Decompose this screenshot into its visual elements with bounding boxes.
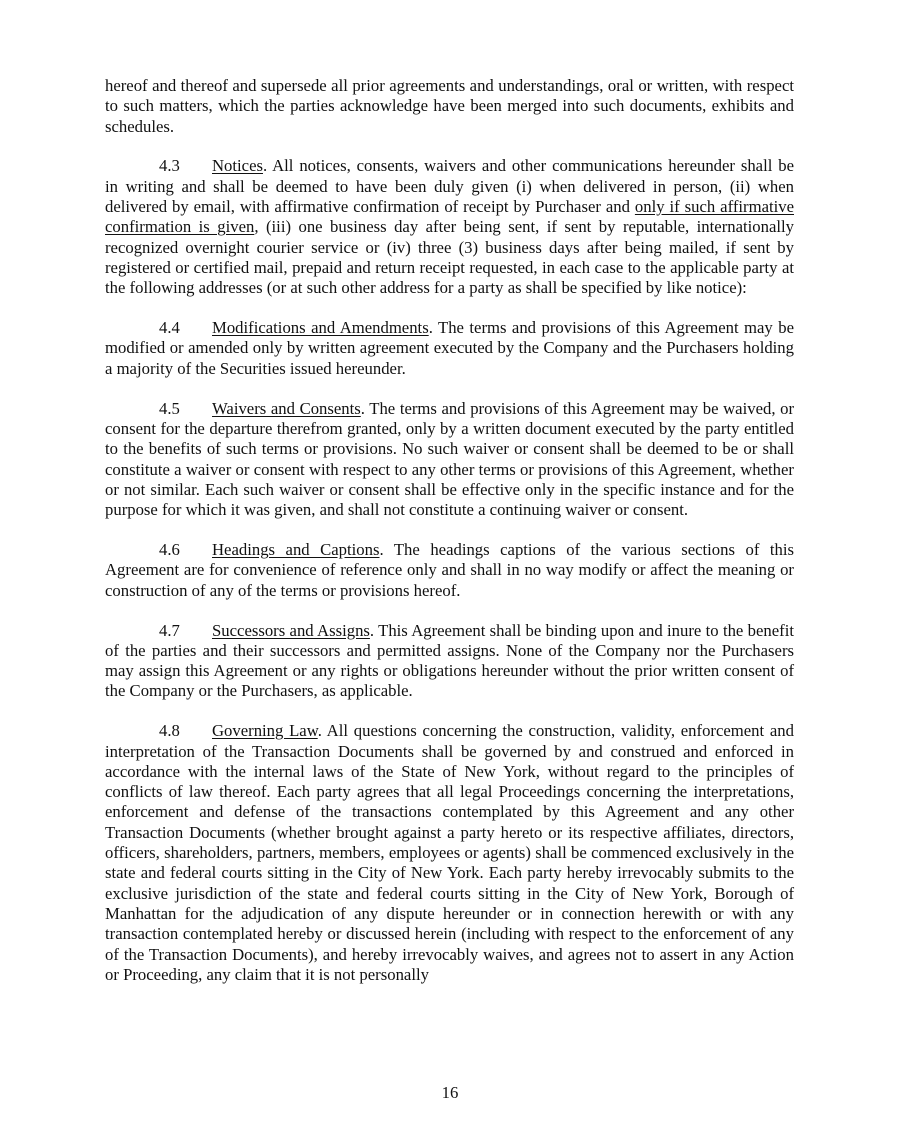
section-heading: Waivers and Consents: [212, 398, 361, 418]
section-text: . All questions concerning the construction, validity, enforcement and interpretation of the Transaction Documents shall be governed by and construed and enforced in accordance with the internal laws of the State of New York, without regard to the principles of conflicts of law thereof. Each party agrees that all legal Proceedings concerning the interpretations, enforcement and defense of the transactions contemplated by this Agreement and any other Transaction Documents (whether brought against a party hereto or its respective affiliates, directors, officers, shareholders, partners, members, employees or agents) shall be commenced exclusively in the state and federal courts sitting in the City of New York. Each party hereby irrevocably submits to the exclusive jurisdiction of the state and federal courts sitting in the City of New York, Borough of Manhattan for the adjudication of any dispute hereunder or in connection herewith or with any transaction contemplated hereby or discussed herein (including with respect to the enforcement of any of the Transaction Documents), and hereby irrevocably waives, and agrees not to assert in any Action or Proceeding, any claim that it is not personally: [105, 721, 794, 984]
document-page: [105, 76, 794, 1005]
carryover-text: hereof and thereof and supersede all prior agreements and understandings, oral or written, with respect to such matters, which the parties acknowledge have been merged into such documents, exhibits and schedules.: [105, 76, 794, 136]
section-heading: Modifications and Amendments: [212, 318, 429, 338]
section-text: . The terms and provisions of this Agreement may be waived, or consent for the departure therefrom granted, only by a written document executed by the party entitled to the benefits of such terms or provisions. No such waiver or consent shall be deemed to be or shall constitute a waiver or consent with respect to any other terms or provisions of this Agreement, whether or not similar. Each such waiver or consent shall be effective only in the specific instance and for the purpose for which it was given, and shall not constitute a continuing waiver or consent.: [105, 398, 795, 520]
underlined-emphasis: only if such affirmative confirmation is given: [105, 197, 794, 237]
section-4-5-waivers: [105, 399, 794, 521]
section-number: 4.6: [159, 540, 180, 560]
section-text: . The terms and provisions of this Agreement may be modified or amended only by written agreement executed by the Company and the Purchasers holding a majority of the Securities issued hereunder.: [105, 318, 794, 378]
section-number: 4.4: [159, 318, 180, 338]
section-4-6-headings: [105, 540, 794, 601]
section-heading: Governing Law: [212, 721, 318, 741]
section-4-8-governing-law: [105, 721, 794, 985]
section-text-continued: , (iii) one business day after being sent, if sent by reputable, internationally recognized overnight courier service or (iv) three (3) business days after being mailed, if sent by registered or certified mail, prepaid and return receipt requested, in each case to the applicable party at the following addresses (or at such other address for a party as shall be specified by like notice):: [105, 217, 794, 298]
carryover-paragraph: [105, 76, 794, 137]
section-text: . The headings captions of the various sections of this Agreement are for convenience of reference only and shall in no way modify or affect the meaning or construction of any of the terms or provisions hereof.: [105, 540, 794, 600]
section-4-4-modifications: [105, 318, 794, 379]
section-heading: Headings and Captions: [212, 540, 380, 560]
section-text: . All notices, consents, waivers and other communications hereunder shall be in writing and shall be deemed to have been duly given (i) when delivered in person, (ii) when delivered by email, with affirmative confirmation of receipt by Purchaser and: [105, 156, 794, 217]
section-number: 4.5: [159, 398, 180, 418]
section-text: . This Agreement shall be binding upon and inure to the benefit of the parties and their successors and permitted assigns. None of the Company nor the Purchasers may assign this Agreement or any rights or obligations hereunder without the prior written consent of the Company or the Purchasers, as applicable.: [105, 620, 794, 701]
section-heading: Notices: [212, 156, 263, 176]
section-number: 4.3: [159, 156, 180, 176]
section-4-3-notices: [105, 156, 794, 298]
section-number: 4.8: [159, 721, 180, 741]
section-4-7-successors: [105, 621, 794, 702]
section-number: 4.7: [159, 620, 180, 640]
page-number: 16: [441, 1083, 459, 1102]
section-heading: Successors and Assigns: [212, 620, 370, 640]
